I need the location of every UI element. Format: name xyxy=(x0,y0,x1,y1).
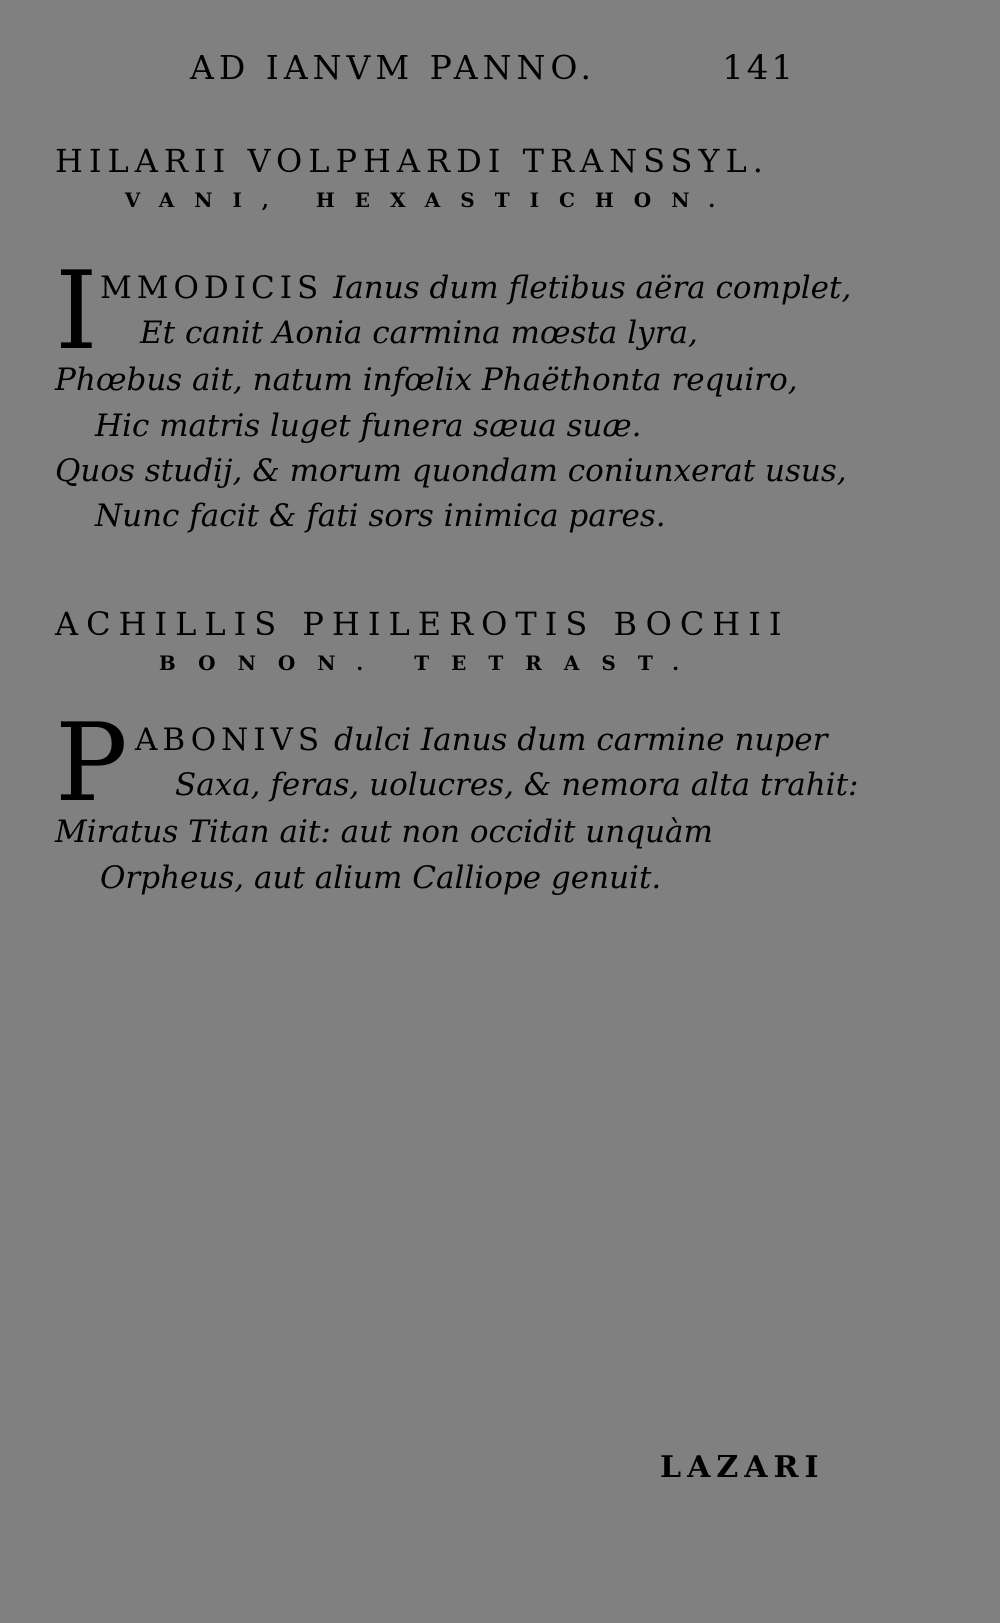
section-heading-hilarii xyxy=(55,142,805,212)
catchword: LAZARI xyxy=(660,1450,825,1485)
heading-line: HILARII VOLPHARDI TRANSSYL. xyxy=(55,142,769,180)
heading-line: ACHILLIS PHILEROTIS BOCHII xyxy=(55,605,790,643)
verse-line: Saxa, feras, uolucres, & nemora alta trahit: xyxy=(175,767,859,803)
verse-line: Hic matris luget funera sæua suæ. xyxy=(95,408,642,444)
verse-line xyxy=(135,722,827,758)
verse-line: Nunc facit & fati sors inimica pares. xyxy=(95,498,666,534)
heading-subline: VANI, HEXASTICHON. xyxy=(124,188,736,212)
verse-line: Miratus Titan ait: aut non occidit unquàm xyxy=(55,814,713,850)
verse-line: Et canit Aonia carmina mœsta lyra, xyxy=(140,315,698,351)
page-header xyxy=(190,48,800,98)
page-number: 141 xyxy=(722,48,796,88)
verse-line: Orpheus, aut alium Calliope genuit. xyxy=(100,860,662,896)
heading-subline: BONON. TETRAST. xyxy=(158,651,702,675)
smallcaps-opening: ABONIVS xyxy=(135,722,325,758)
verse-line: Phœbus ait, natum infœlix Phaëthonta requiro, xyxy=(55,362,798,398)
smallcaps-opening: MMODICIS xyxy=(100,270,324,306)
drop-cap: I xyxy=(55,249,98,374)
verse-text: Ianus dum fletibus aëra complet, xyxy=(333,270,852,306)
verse-text: dulci Ianus dum carmine nuper xyxy=(334,722,828,758)
verse-line: Quos studij, & morum quondam coniunxerat usus, xyxy=(55,453,847,489)
drop-cap: P xyxy=(55,701,128,826)
verse-line xyxy=(100,270,851,306)
section-heading-achillis xyxy=(55,605,805,675)
running-head: AD IANVM PANNO. xyxy=(190,48,596,87)
